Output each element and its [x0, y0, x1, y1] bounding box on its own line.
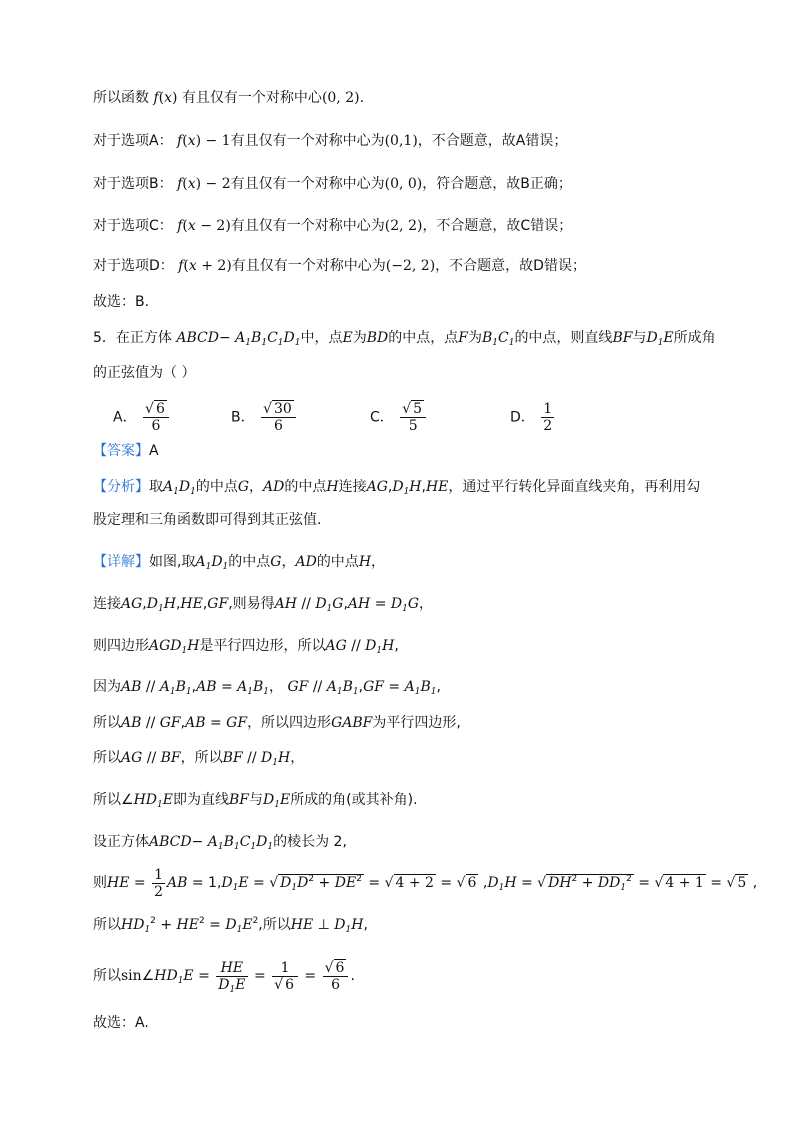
text: 的中点 — [195, 479, 238, 495]
text: ，符合题意，故B正确； — [422, 176, 572, 192]
answer-line — [93, 441, 159, 461]
text: 则 — [93, 875, 107, 891]
text: 对于选项A： — [93, 133, 173, 149]
detail-tag: 【详解】 — [93, 554, 149, 570]
text: ，不合题意，故A错误； — [417, 133, 568, 149]
text-line-option-c: 对于选项C： f(x − 2)有且仅有一个对称中心为(2, 2)，不合题意，故C错误； — [93, 218, 573, 234]
text-line-option-b: 对于选项B： f(x) − 2有且仅有一个对称中心为(0, 0)，符合题意，故B正确； — [93, 176, 572, 192]
text: ，不合题意，故D错误； — [435, 258, 586, 274]
option-num: 30 — [273, 401, 292, 417]
text: ， — [249, 479, 264, 495]
text: 5．在正方体 — [93, 330, 172, 346]
text: 的中点，点 — [388, 330, 459, 346]
detail-line-6: 所以AG // BF，所以BF // $D_1H$， — [93, 750, 305, 768]
text: 有且仅有一个对称中心 — [181, 90, 322, 106]
text: 有且仅有一个对称中心为 — [230, 133, 385, 149]
text: 连接 — [338, 479, 367, 495]
answer-tag: 【答案】 — [93, 443, 149, 459]
option-label: B． — [231, 409, 255, 426]
text: ，所以四边形 — [247, 715, 332, 731]
text: 有且仅有一个对称中心为 — [231, 258, 386, 274]
detail-line-4: 因为AB // $A_1B_1,AB = A_1B_1$， GF // $A_1B_1,GF = A_1B_1$, — [93, 679, 441, 697]
text: 为 — [352, 330, 367, 346]
detail-line-1: 【详解】如图,取$A_1D_1$的中点G，AD的中点H， — [93, 554, 386, 572]
detail-line-3: 则四边形$AGD_1H$是平行四边形，所以AG // $D_1H$, — [93, 638, 399, 656]
option-b: B． $\frac{√ 30}{6}$ — [231, 401, 298, 434]
text: 设正方体 — [93, 834, 149, 850]
option-den: 6 — [273, 418, 283, 434]
math-fx: f — [153, 90, 159, 106]
option-label: D． — [510, 409, 535, 426]
detail-line-9: 则HE = $\frac{1}{2}$ AB = $1,D_1E$ = √ $D_1D^2 + DE^2$ = √ 4 + 2 = √ 6 $,D_1H$ = √ $DH^2 + DD_1^2$ = √ 4 + 1 = √ 5 , — [93, 866, 758, 900]
text-line-choice-b: 故选：B. — [93, 294, 150, 310]
text: 的中点 — [284, 479, 327, 495]
text: 所成角 — [673, 330, 716, 346]
detail-line-5: 所以AB // GF,AB = GF，所以四边形GABF为平行四边形, — [93, 715, 461, 731]
text: 即为直线 — [172, 792, 229, 808]
text: 连接 — [93, 596, 121, 612]
text: 与 — [632, 330, 647, 346]
detail-line-2: 连接$AG,D_1H,HE,GF$,则易得AH // $D_1G,AH = D_1G$， — [93, 596, 434, 614]
option-den: 6 — [151, 418, 161, 434]
text: 有且仅有一个对称中心为 — [230, 218, 385, 234]
text: 的棱长为 2, — [273, 834, 347, 850]
text: ,则易得 — [228, 596, 275, 612]
text: 对于选项B： — [93, 176, 173, 192]
option-den: 5 — [408, 418, 418, 434]
detail-line-11: 所以$\sin\angle HD_1E$ = $\frac{HE}{D_1E}$ = $\frac{1}{√ 6}$ = $\frac{√ 6}{6}$ . — [93, 959, 355, 995]
option-den: 2 — [543, 418, 553, 434]
text-line-option-a: 对于选项A： f(x) − 1有且仅有一个对称中心为(0,1)，不合题意，故A错误； — [93, 133, 568, 149]
text: ，所以 — [180, 750, 223, 766]
text: 所以函数 — [93, 90, 149, 106]
text: ,所以 — [258, 917, 291, 933]
text: 所以 — [93, 792, 121, 808]
text: 中，点 — [300, 330, 343, 346]
text: 所以 — [93, 917, 121, 933]
text: 所成的角(或其补角). — [290, 792, 418, 808]
detail-line-10: 所以$HD_1^2 + HE^2 = D_1E^2$,所以HE ⊥ $D_1H$, — [93, 916, 368, 935]
detail-line-7: 所以$\angle HD_1E$即为直线BF与$D_1E$所成的角(或其补角). — [93, 792, 418, 810]
question-5-line-1: 5．在正方体 ABCD− $A_1B_1C_1D_1$中，点E为BD的中点，点F为$B_1C_1$的中点，则直线BF与$D_1E$所成角 — [93, 330, 716, 348]
text: ，通过平行转化异面直线夹角，再利用勾 — [448, 479, 701, 495]
option-num: 1 — [543, 401, 553, 417]
detail-final: 故选：A. — [93, 1015, 149, 1031]
question-5-line-2: 的正弦值为（ ） — [93, 365, 196, 381]
text: 则四边形 — [93, 638, 149, 654]
analysis-tag: 【分析】 — [93, 479, 149, 495]
text-line-1: 所以函数 f(x) 有且仅有一个对称中心(0, 2). — [93, 90, 365, 106]
text: 的中点，则直线 — [514, 330, 613, 346]
text: 的中点 — [316, 554, 359, 570]
text: ， — [371, 554, 386, 570]
option-label: A． — [113, 409, 137, 426]
option-a: A． $\frac{√ 6}{6}$ — [113, 401, 171, 434]
text: 有且仅有一个对称中心为 — [230, 176, 385, 192]
option-num: 5 — [413, 401, 423, 417]
text-line-option-d: 对于选项D： f(x + 2)有且仅有一个对称中心为(−2, 2)，不合题意，故D错误； — [93, 258, 586, 274]
text: 为 — [467, 330, 482, 346]
option-label: C． — [370, 409, 394, 426]
text: ，不合题意，故C错误； — [422, 218, 573, 234]
answer-value: A — [149, 443, 159, 459]
text: 是平行四边形，所以 — [199, 638, 326, 654]
text: 因为 — [93, 679, 121, 695]
text: 为平行四边形, — [372, 715, 461, 731]
text: 所以 — [93, 968, 121, 984]
text: 对于选项C： — [93, 218, 173, 234]
text: ， — [281, 554, 296, 570]
text: 如图,取 — [149, 554, 196, 570]
text: 的中点 — [228, 554, 271, 570]
detail-line-8: 设正方体ABCD− $A_1B_1C_1D_1$的棱长为 2, — [93, 834, 347, 852]
text: 取 — [149, 479, 163, 495]
text: 所以 — [93, 715, 121, 731]
analysis-line-2: 股定理和三角函数即可得到其正弦值. — [93, 512, 322, 528]
option-d — [510, 401, 556, 434]
text: 所以 — [93, 750, 121, 766]
text: 对于选项D： — [93, 258, 174, 274]
option-c: C． $\frac{√ 5}{5}$ — [370, 401, 428, 434]
text: 与 — [248, 792, 263, 808]
option-num: 6 — [155, 401, 165, 417]
analysis-line-1: 【分析】取$A_1D_1$的中点G，AD的中点H连接$AG,D_1H,HE$，通过平行转化异面直线夹角，再利用勾 — [93, 479, 701, 497]
